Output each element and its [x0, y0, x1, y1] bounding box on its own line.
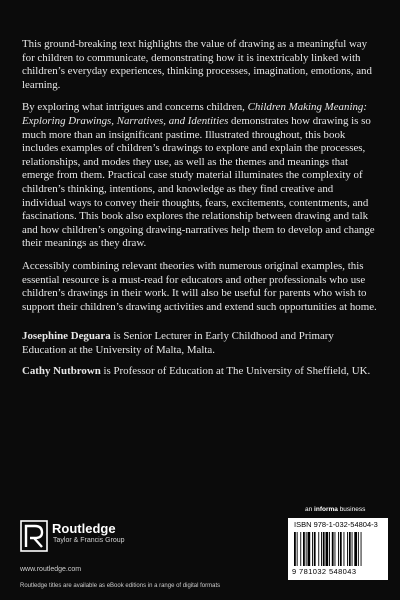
ebook-footnote: Routledge titles are available as eBook editions in a range of digital formats: [20, 583, 221, 589]
author-description: is Senior Lecturer in Early Childhood and Primary Education at the University of Malta, Malta.: [22, 330, 334, 356]
barcode-bar: [321, 532, 322, 566]
isbn-label: ISBN 978-1-032-54804-3: [294, 520, 378, 529]
author-bio-2: [22, 365, 378, 379]
blurb-paragraph-3: Accessibly combining relevant theories with numerous original examples, this essential resource is a must-read for educators and other professionals who use children’s drawings in their work. It will also be useful for parents who wish to support their children’s drawing activities and extend such opportunities at home.: [22, 259, 377, 313]
informa-prefix: an: [305, 506, 315, 513]
barcode-bar: [323, 532, 325, 566]
blurb-text: By exploring what intrigues and concerns children,: [22, 101, 248, 114]
barcode-bar: [303, 532, 305, 566]
barcode-icon: [294, 532, 382, 566]
book-title-italic: Children Making Meaning: Exploring Drawings, Narratives, and Identities: [22, 101, 367, 127]
barcode-bar: [312, 532, 313, 566]
barcode-bar: [338, 532, 339, 566]
isbn-barcode: [288, 518, 388, 580]
barcode-bar: [361, 532, 362, 566]
routledge-logo-icon: [20, 520, 48, 552]
author-bios: [22, 330, 378, 379]
barcode-bar: [308, 532, 311, 566]
blurb: [22, 38, 378, 387]
publisher-logo: [20, 520, 180, 560]
barcode-bar: [352, 532, 353, 566]
informa-brand: informa: [314, 506, 338, 513]
blurb-paragraph-1: This ground-breaking text highlights the value of drawing as a meaningful way for children to communicate, demonstrating how it is inextricably linked with children’s everyday experiences, thinking processes, imagination, emotions, and learning.: [22, 38, 372, 91]
author-name: Josephine Deguara: [22, 330, 111, 343]
barcode-bar: [329, 532, 330, 566]
barcode-bar: [300, 532, 301, 566]
author-bio-1: [22, 330, 378, 357]
informa-business-label: [305, 506, 365, 513]
author-name: Cathy Nutbrown: [22, 365, 101, 378]
publisher-group: Taylor & Francis Group: [53, 537, 125, 544]
barcode-bar: [306, 532, 307, 566]
barcode-bar: [354, 532, 357, 566]
informa-suffix: business: [337, 506, 366, 513]
barcode-bar: [326, 532, 329, 566]
barcode-bar: [332, 532, 334, 566]
barcode-bar: [314, 532, 316, 566]
barcode-bar: [297, 532, 298, 566]
publisher-website[interactable]: www.routledge.com: [20, 566, 82, 573]
barcode-bar: [347, 532, 348, 566]
barcode-digits: 9 781032 548043: [292, 567, 357, 576]
barcode-bar: [294, 532, 296, 566]
barcode-bar: [349, 532, 351, 566]
barcode-bar: [344, 532, 345, 566]
barcode-bar: [318, 532, 319, 566]
blurb-text: demonstrates how drawing is so much more than an insignificant pastime. Illustrated throughout, this book includes examples of children’s drawings to explore and explain the processes, relationships, and modes they use, as well as the themes and meanings that emerge from them. Practical case study material illuminates the complexity of children’s thinking, intentions, and knowledge as they find creative and individual ways to convey their thoughts, fears, excitements, contentments, and fascinations. This book also explores the relationship between drawing and talk and how children’s ongoing drawing-narratives help them to develop and change their meanings as they draw.: [22, 114, 375, 250]
author-description: is Professor of Education at The University of Sheffield, UK.: [100, 365, 371, 378]
publisher-name: Routledge: [52, 521, 116, 536]
barcode-bar: [335, 532, 336, 566]
barcode-bar: [358, 532, 359, 566]
barcode-bar: [340, 532, 342, 566]
blurb-paragraph-2: [22, 101, 378, 251]
